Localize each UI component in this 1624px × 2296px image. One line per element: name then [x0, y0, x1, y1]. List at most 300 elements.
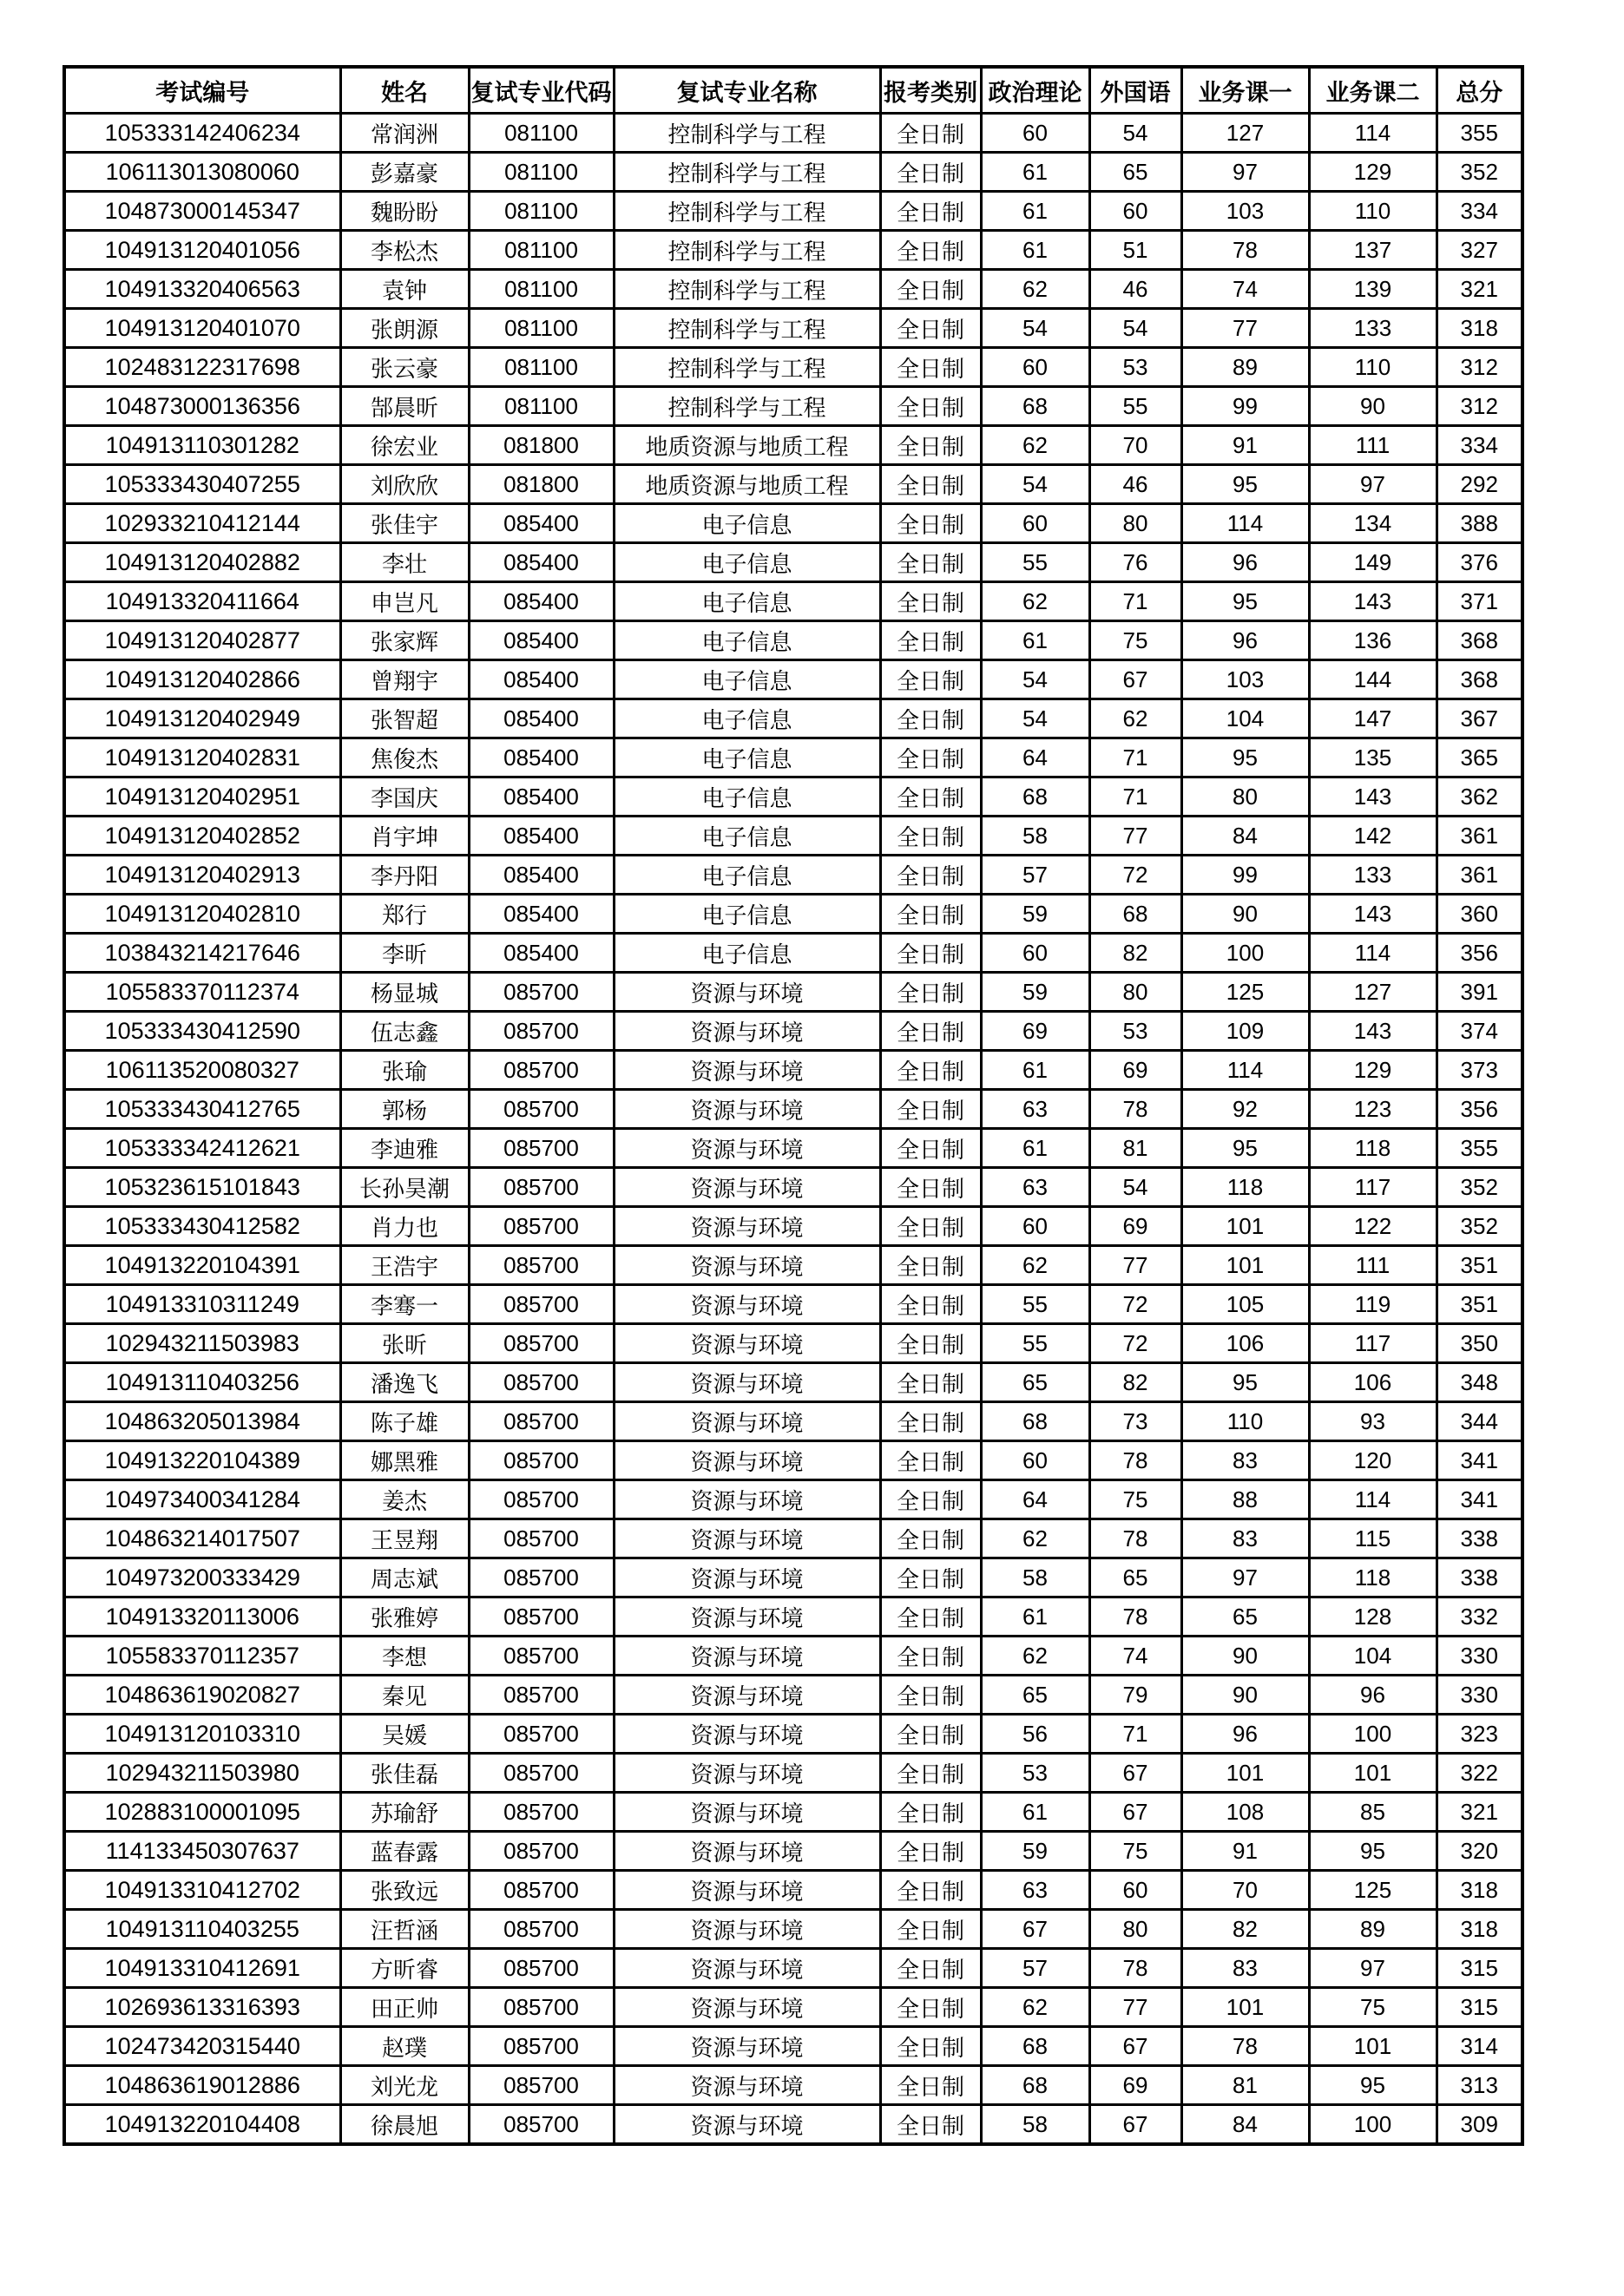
table-row — [64, 114, 1522, 153]
cell-course-two: 106 — [1309, 1363, 1437, 1402]
cell-politics: 61 — [981, 153, 1089, 192]
cell-politics: 60 — [981, 348, 1089, 387]
cell-name: 彭嘉豪 — [340, 153, 469, 192]
cell-exam-id: 104913220104389 — [64, 1441, 340, 1480]
cell-foreign-language: 78 — [1089, 1441, 1181, 1480]
cell-exam-id: 104873000145347 — [64, 192, 340, 231]
cell-total: 312 — [1437, 348, 1522, 387]
cell-category: 全日制 — [880, 699, 981, 738]
cell-politics: 69 — [981, 1012, 1089, 1051]
cell-foreign-language: 51 — [1089, 231, 1181, 270]
cell-course-one: 90 — [1181, 1637, 1309, 1676]
cell-major-name: 地质资源与地质工程 — [614, 426, 880, 465]
cell-name: 徐宏业 — [340, 426, 469, 465]
cell-course-one: 96 — [1181, 1715, 1309, 1754]
cell-category: 全日制 — [880, 1558, 981, 1597]
cell-exam-id: 104873000136356 — [64, 387, 340, 426]
cell-major-name: 控制科学与工程 — [614, 153, 880, 192]
table-row — [64, 1597, 1522, 1637]
cell-total: 341 — [1437, 1441, 1522, 1480]
col-header-politics: 政治理论 — [981, 67, 1089, 114]
cell-major-code: 085400 — [469, 660, 614, 699]
cell-name: 伍志鑫 — [340, 1012, 469, 1051]
cell-category: 全日制 — [880, 1988, 981, 2027]
cell-category: 全日制 — [880, 2066, 981, 2105]
cell-name: 常润洲 — [340, 114, 469, 153]
col-header-major-code: 复试专业代码 — [469, 67, 614, 114]
cell-exam-id: 102473420315440 — [64, 2027, 340, 2066]
cell-name: 李壮 — [340, 543, 469, 582]
cell-foreign-language: 79 — [1089, 1676, 1181, 1715]
cell-major-name: 资源与环境 — [614, 1910, 880, 1949]
cell-major-code: 081100 — [469, 114, 614, 153]
cell-name: 李松杰 — [340, 231, 469, 270]
cell-major-name: 资源与环境 — [614, 1871, 880, 1910]
cell-foreign-language: 65 — [1089, 1558, 1181, 1597]
cell-course-two: 129 — [1309, 1051, 1437, 1090]
cell-politics: 62 — [981, 582, 1089, 621]
cell-foreign-language: 75 — [1089, 1832, 1181, 1871]
cell-name: 苏瑜舒 — [340, 1793, 469, 1832]
cell-major-name: 资源与环境 — [614, 1285, 880, 1324]
cell-course-one: 101 — [1181, 1754, 1309, 1793]
table-row — [64, 1207, 1522, 1246]
cell-name: 李迪雅 — [340, 1129, 469, 1168]
cell-politics: 63 — [981, 1090, 1089, 1129]
cell-major-code: 085400 — [469, 504, 614, 543]
cell-major-code: 085700 — [469, 2066, 614, 2105]
cell-major-name: 资源与环境 — [614, 1129, 880, 1168]
cell-name: 郑行 — [340, 895, 469, 934]
cell-major-code: 085700 — [469, 973, 614, 1012]
cell-major-code: 085700 — [469, 1715, 614, 1754]
cell-course-one: 95 — [1181, 582, 1309, 621]
cell-course-two: 135 — [1309, 738, 1437, 777]
cell-total: 321 — [1437, 1793, 1522, 1832]
cell-foreign-language: 80 — [1089, 1910, 1181, 1949]
cell-exam-id: 102943211503980 — [64, 1754, 340, 1793]
cell-category: 全日制 — [880, 1363, 981, 1402]
cell-major-code: 081100 — [469, 153, 614, 192]
cell-name: 焦俊杰 — [340, 738, 469, 777]
cell-politics: 57 — [981, 856, 1089, 895]
table-row — [64, 1871, 1522, 1910]
table-row — [64, 1363, 1522, 1402]
cell-politics: 68 — [981, 2066, 1089, 2105]
cell-course-two: 147 — [1309, 699, 1437, 738]
cell-name: 吴媛 — [340, 1715, 469, 1754]
cell-major-code: 085700 — [469, 1558, 614, 1597]
table-row — [64, 465, 1522, 504]
table-row — [64, 738, 1522, 777]
cell-politics: 59 — [981, 1832, 1089, 1871]
cell-foreign-language: 74 — [1089, 1637, 1181, 1676]
cell-major-name: 资源与环境 — [614, 1832, 880, 1871]
table-row — [64, 1168, 1522, 1207]
cell-politics: 60 — [981, 934, 1089, 973]
cell-foreign-language: 67 — [1089, 1754, 1181, 1793]
cell-major-name: 电子信息 — [614, 895, 880, 934]
cell-course-two: 115 — [1309, 1519, 1437, 1558]
cell-politics: 54 — [981, 699, 1089, 738]
cell-politics: 58 — [981, 2105, 1089, 2145]
cell-politics: 61 — [981, 1051, 1089, 1090]
cell-politics: 68 — [981, 1402, 1089, 1441]
cell-name: 张佳宇 — [340, 504, 469, 543]
cell-total: 365 — [1437, 738, 1522, 777]
cell-major-name: 资源与环境 — [614, 1676, 880, 1715]
cell-name: 郜晨昕 — [340, 387, 469, 426]
cell-foreign-language: 77 — [1089, 1988, 1181, 2027]
cell-politics: 68 — [981, 2027, 1089, 2066]
cell-course-one: 91 — [1181, 1832, 1309, 1871]
cell-exam-id: 104913320113006 — [64, 1597, 340, 1637]
cell-name: 赵璞 — [340, 2027, 469, 2066]
cell-total: 351 — [1437, 1246, 1522, 1285]
cell-course-one: 96 — [1181, 621, 1309, 660]
cell-major-code: 085700 — [469, 1754, 614, 1793]
cell-major-name: 电子信息 — [614, 621, 880, 660]
cell-major-name: 资源与环境 — [614, 1988, 880, 2027]
table-row — [64, 153, 1522, 192]
cell-exam-id: 104913310412702 — [64, 1871, 340, 1910]
cell-name: 田正帅 — [340, 1988, 469, 2027]
cell-total: 356 — [1437, 934, 1522, 973]
table-row — [64, 2027, 1522, 2066]
cell-foreign-language: 78 — [1089, 1090, 1181, 1129]
cell-course-two: 110 — [1309, 192, 1437, 231]
cell-major-code: 085700 — [469, 1871, 614, 1910]
cell-major-code: 085700 — [469, 1402, 614, 1441]
cell-politics: 57 — [981, 1949, 1089, 1988]
cell-total: 348 — [1437, 1363, 1522, 1402]
col-header-exam-id: 考试编号 — [64, 67, 340, 114]
cell-major-name: 资源与环境 — [614, 1363, 880, 1402]
table-row — [64, 1637, 1522, 1676]
cell-course-one: 101 — [1181, 1207, 1309, 1246]
cell-course-one: 90 — [1181, 895, 1309, 934]
table-row — [64, 1090, 1522, 1129]
cell-category: 全日制 — [880, 1519, 981, 1558]
table-row — [64, 1246, 1522, 1285]
cell-total: 312 — [1437, 387, 1522, 426]
cell-foreign-language: 69 — [1089, 2066, 1181, 2105]
table-row — [64, 1285, 1522, 1324]
cell-course-one: 103 — [1181, 192, 1309, 231]
cell-exam-id: 105333430412590 — [64, 1012, 340, 1051]
cell-course-two: 85 — [1309, 1793, 1437, 1832]
cell-politics: 55 — [981, 1285, 1089, 1324]
cell-exam-id: 104913120103310 — [64, 1715, 340, 1754]
table-row — [64, 621, 1522, 660]
cell-major-name: 电子信息 — [614, 582, 880, 621]
cell-course-one: 114 — [1181, 504, 1309, 543]
cell-politics: 61 — [981, 1793, 1089, 1832]
cell-category: 全日制 — [880, 426, 981, 465]
cell-politics: 62 — [981, 1246, 1089, 1285]
table-row — [64, 934, 1522, 973]
table-row — [64, 1129, 1522, 1168]
cell-course-two: 139 — [1309, 270, 1437, 309]
cell-course-two: 118 — [1309, 1129, 1437, 1168]
cell-major-code: 085400 — [469, 621, 614, 660]
cell-major-code: 081100 — [469, 348, 614, 387]
col-header-course-two: 业务课二 — [1309, 67, 1437, 114]
cell-course-two: 143 — [1309, 1012, 1437, 1051]
cell-name: 张致远 — [340, 1871, 469, 1910]
cell-course-two: 143 — [1309, 895, 1437, 934]
cell-category: 全日制 — [880, 1168, 981, 1207]
cell-major-code: 085700 — [469, 1988, 614, 2027]
cell-name: 袁钟 — [340, 270, 469, 309]
cell-course-two: 144 — [1309, 660, 1437, 699]
cell-foreign-language: 67 — [1089, 660, 1181, 699]
cell-course-two: 134 — [1309, 504, 1437, 543]
cell-exam-id: 104913110301282 — [64, 426, 340, 465]
cell-course-one: 95 — [1181, 1363, 1309, 1402]
cell-course-one: 91 — [1181, 426, 1309, 465]
cell-major-name: 控制科学与工程 — [614, 387, 880, 426]
table-row — [64, 387, 1522, 426]
cell-foreign-language: 54 — [1089, 309, 1181, 348]
cell-total: 368 — [1437, 660, 1522, 699]
cell-category: 全日制 — [880, 1012, 981, 1051]
cell-name: 方昕睿 — [340, 1949, 469, 1988]
cell-total: 315 — [1437, 1949, 1522, 1988]
cell-name: 张智超 — [340, 699, 469, 738]
table-row — [64, 1715, 1522, 1754]
col-header-name: 姓名 — [340, 67, 469, 114]
cell-name: 张瑜 — [340, 1051, 469, 1090]
cell-exam-id: 104913120402831 — [64, 738, 340, 777]
cell-name: 徐晨旭 — [340, 2105, 469, 2145]
cell-major-code: 085700 — [469, 1090, 614, 1129]
cell-category: 全日制 — [880, 192, 981, 231]
cell-total: 356 — [1437, 1090, 1522, 1129]
cell-major-name: 资源与环境 — [614, 1090, 880, 1129]
table-row — [64, 856, 1522, 895]
cell-name: 周志斌 — [340, 1558, 469, 1597]
cell-course-one: 77 — [1181, 309, 1309, 348]
cell-exam-id: 105333142406234 — [64, 114, 340, 153]
cell-category: 全日制 — [880, 973, 981, 1012]
cell-category: 全日制 — [880, 270, 981, 309]
cell-name: 张朗源 — [340, 309, 469, 348]
col-header-foreign-language: 外国语 — [1089, 67, 1181, 114]
cell-name: 姜杰 — [340, 1480, 469, 1519]
cell-category: 全日制 — [880, 1832, 981, 1871]
header-row — [64, 67, 1522, 114]
cell-major-name: 电子信息 — [614, 699, 880, 738]
cell-foreign-language: 82 — [1089, 1363, 1181, 1402]
cell-course-two: 96 — [1309, 1676, 1437, 1715]
table-row — [64, 777, 1522, 817]
cell-name: 刘光龙 — [340, 2066, 469, 2105]
cell-category: 全日制 — [880, 1207, 981, 1246]
cell-foreign-language: 71 — [1089, 1715, 1181, 1754]
cell-exam-id: 104913110403256 — [64, 1363, 340, 1402]
cell-course-one: 65 — [1181, 1597, 1309, 1637]
cell-course-two: 111 — [1309, 426, 1437, 465]
cell-politics: 63 — [981, 1871, 1089, 1910]
cell-category: 全日制 — [880, 1949, 981, 1988]
cell-name: 陈子雄 — [340, 1402, 469, 1441]
cell-course-two: 143 — [1309, 777, 1437, 817]
cell-name: 张家辉 — [340, 621, 469, 660]
cell-major-name: 资源与环境 — [614, 1715, 880, 1754]
cell-exam-id: 106113013080060 — [64, 153, 340, 192]
cell-politics: 55 — [981, 543, 1089, 582]
cell-category: 全日制 — [880, 1793, 981, 1832]
cell-category: 全日制 — [880, 817, 981, 856]
cell-course-two: 117 — [1309, 1168, 1437, 1207]
table-row — [64, 1441, 1522, 1480]
table-row — [64, 309, 1522, 348]
cell-total: 352 — [1437, 1168, 1522, 1207]
cell-exam-id: 104913120402949 — [64, 699, 340, 738]
cell-politics: 60 — [981, 114, 1089, 153]
cell-major-name: 资源与环境 — [614, 973, 880, 1012]
cell-exam-id: 104913110403255 — [64, 1910, 340, 1949]
cell-course-two: 136 — [1309, 621, 1437, 660]
cell-politics: 61 — [981, 192, 1089, 231]
cell-exam-id: 104973200333429 — [64, 1558, 340, 1597]
cell-name: 张昕 — [340, 1324, 469, 1363]
cell-category: 全日制 — [880, 1676, 981, 1715]
cell-major-name: 电子信息 — [614, 660, 880, 699]
cell-major-name: 资源与环境 — [614, 2066, 880, 2105]
table-body — [64, 114, 1522, 2145]
cell-course-one: 83 — [1181, 1519, 1309, 1558]
cell-total: 373 — [1437, 1051, 1522, 1090]
cell-category: 全日制 — [880, 1090, 981, 1129]
cell-exam-id: 104913120402852 — [64, 817, 340, 856]
cell-major-name: 电子信息 — [614, 934, 880, 973]
cell-major-name: 资源与环境 — [614, 1793, 880, 1832]
cell-foreign-language: 80 — [1089, 973, 1181, 1012]
cell-major-code: 085700 — [469, 1129, 614, 1168]
cell-politics: 58 — [981, 1558, 1089, 1597]
cell-name: 蓝春露 — [340, 1832, 469, 1871]
cell-course-two: 143 — [1309, 582, 1437, 621]
cell-name: 张雅婷 — [340, 1597, 469, 1637]
cell-course-two: 117 — [1309, 1324, 1437, 1363]
cell-category: 全日制 — [880, 1637, 981, 1676]
cell-exam-id: 106113520080327 — [64, 1051, 340, 1090]
cell-exam-id: 105583370112357 — [64, 1637, 340, 1676]
cell-total: 334 — [1437, 192, 1522, 231]
cell-major-name: 电子信息 — [614, 738, 880, 777]
cell-foreign-language: 72 — [1089, 1285, 1181, 1324]
cell-major-code: 085700 — [469, 1480, 614, 1519]
cell-major-code: 085700 — [469, 1793, 614, 1832]
cell-total: 352 — [1437, 1207, 1522, 1246]
cell-course-two: 114 — [1309, 934, 1437, 973]
cell-total: 330 — [1437, 1676, 1522, 1715]
cell-name: 肖宇坤 — [340, 817, 469, 856]
cell-exam-id: 105333430412765 — [64, 1090, 340, 1129]
cell-total: 334 — [1437, 426, 1522, 465]
cell-category: 全日制 — [880, 1910, 981, 1949]
col-header-course-one: 业务课一 — [1181, 67, 1309, 114]
table-row — [64, 1012, 1522, 1051]
cell-foreign-language: 81 — [1089, 1129, 1181, 1168]
cell-total: 315 — [1437, 1988, 1522, 2027]
table-row — [64, 231, 1522, 270]
cell-exam-id: 103843214217646 — [64, 934, 340, 973]
cell-exam-id: 104913120401056 — [64, 231, 340, 270]
cell-name: 王浩宇 — [340, 1246, 469, 1285]
cell-politics: 62 — [981, 270, 1089, 309]
cell-category: 全日制 — [880, 2105, 981, 2145]
cell-major-name: 控制科学与工程 — [614, 309, 880, 348]
cell-total: 367 — [1437, 699, 1522, 738]
cell-foreign-language: 65 — [1089, 153, 1181, 192]
table-row — [64, 699, 1522, 738]
cell-exam-id: 104863619012886 — [64, 2066, 340, 2105]
cell-category: 全日制 — [880, 1285, 981, 1324]
cell-major-code: 085400 — [469, 856, 614, 895]
cell-foreign-language: 68 — [1089, 895, 1181, 934]
cell-major-name: 资源与环境 — [614, 1207, 880, 1246]
table-row — [64, 1558, 1522, 1597]
col-header-category: 报考类别 — [880, 67, 981, 114]
cell-politics: 65 — [981, 1676, 1089, 1715]
cell-exam-id: 104913120402913 — [64, 856, 340, 895]
cell-total: 341 — [1437, 1480, 1522, 1519]
cell-course-two: 120 — [1309, 1441, 1437, 1480]
cell-total: 362 — [1437, 777, 1522, 817]
cell-course-two: 95 — [1309, 1832, 1437, 1871]
cell-category: 全日制 — [880, 1441, 981, 1480]
cell-course-one: 99 — [1181, 387, 1309, 426]
cell-category: 全日制 — [880, 895, 981, 934]
cell-course-two: 93 — [1309, 1402, 1437, 1441]
cell-name: 王昱翔 — [340, 1519, 469, 1558]
cell-major-code: 081100 — [469, 270, 614, 309]
cell-course-two: 142 — [1309, 817, 1437, 856]
cell-foreign-language: 72 — [1089, 856, 1181, 895]
cell-politics: 61 — [981, 621, 1089, 660]
cell-foreign-language: 69 — [1089, 1051, 1181, 1090]
cell-course-one: 95 — [1181, 738, 1309, 777]
cell-course-two: 119 — [1309, 1285, 1437, 1324]
cell-major-code: 085400 — [469, 934, 614, 973]
cell-course-one: 83 — [1181, 1441, 1309, 1480]
cell-foreign-language: 71 — [1089, 738, 1181, 777]
cell-foreign-language: 62 — [1089, 699, 1181, 738]
cell-major-name: 地质资源与地质工程 — [614, 465, 880, 504]
col-header-major-name: 复试专业名称 — [614, 67, 880, 114]
table-row — [64, 270, 1522, 309]
cell-course-two: 104 — [1309, 1637, 1437, 1676]
cell-total: 350 — [1437, 1324, 1522, 1363]
cell-major-code: 085400 — [469, 582, 614, 621]
cell-politics: 62 — [981, 1637, 1089, 1676]
cell-foreign-language: 67 — [1089, 2105, 1181, 2145]
cell-course-two: 128 — [1309, 1597, 1437, 1637]
cell-major-code: 081800 — [469, 426, 614, 465]
cell-foreign-language: 77 — [1089, 817, 1181, 856]
cell-major-name: 控制科学与工程 — [614, 192, 880, 231]
cell-course-one: 114 — [1181, 1051, 1309, 1090]
cell-name: 张佳磊 — [340, 1754, 469, 1793]
cell-total: 388 — [1437, 504, 1522, 543]
cell-course-one: 95 — [1181, 1129, 1309, 1168]
cell-course-two: 127 — [1309, 973, 1437, 1012]
cell-total: 318 — [1437, 1871, 1522, 1910]
cell-major-name: 电子信息 — [614, 543, 880, 582]
